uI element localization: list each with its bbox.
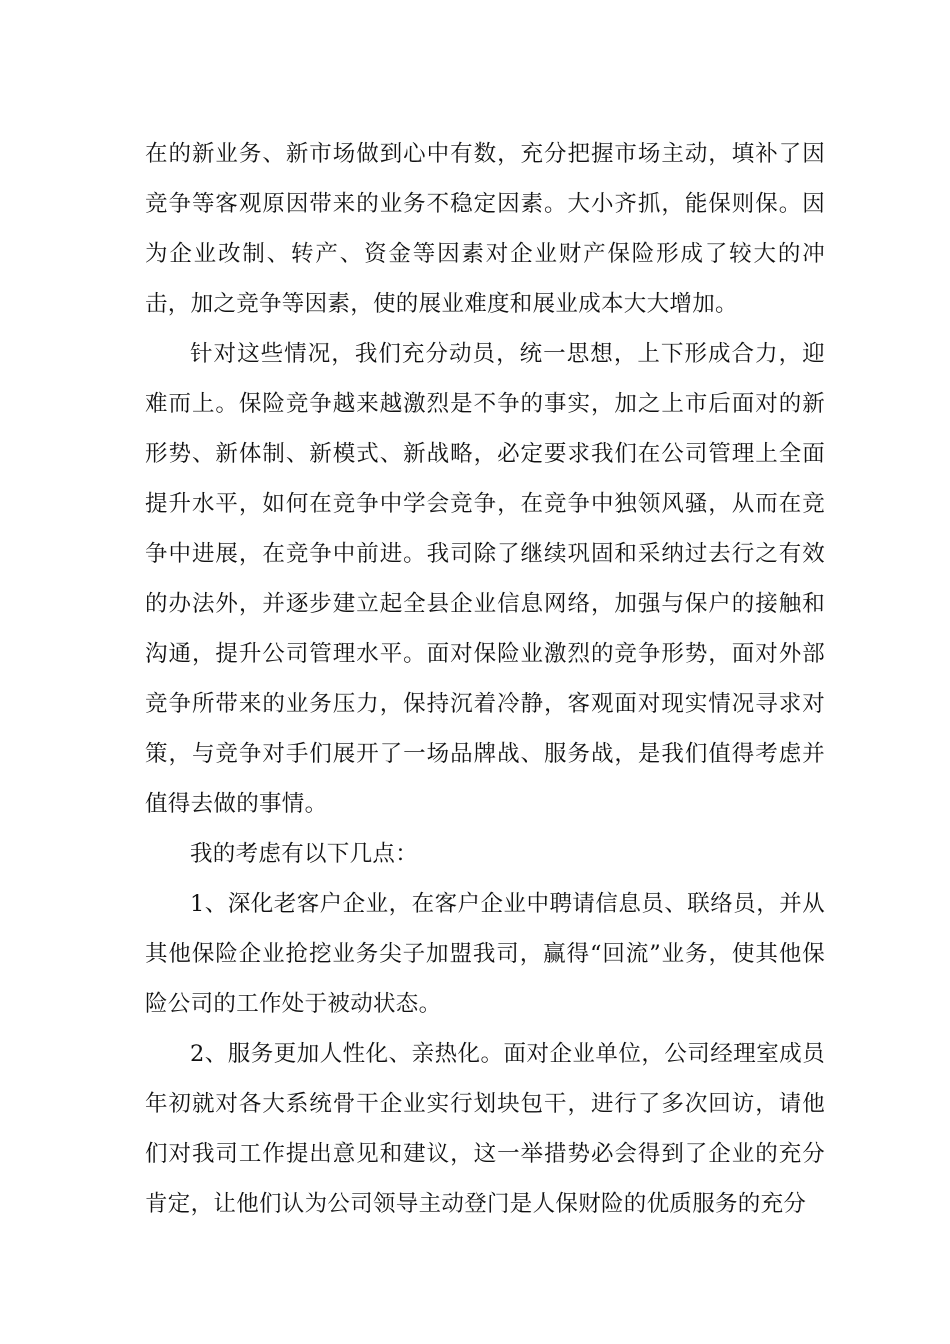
paragraph-1: 在的新业务、新市场做到心中有数，充分把握市场主动，填补了因竞争等客观原因带来的业务不稳定因素。大小齐抓，能保则保。因为企业改制、转产、资金等因素对企业财产保险形成了较大的冲击，加之竞争等因素，使的展业难度和展业成本大大增加。 <box>145 141 825 317</box>
paragraph-2: 针对这些情况，我们充分动员，统一思想，上下形成合力，迎难而上。保险竞争越来越激烈是不争的事实，加之上市后面对的新形势、新体制、新模式、新战略，必定要求我们在公司管理上全面提升水平，如何在竞争中学会竞争，在竞争中独领风骚，从而在竞争中进展，在竞争中前进。我司除了继续巩固和采纳过去行之有效的办法外，并逐步建立起全县企业信息网络，加强与保户的接触和沟通，提升公司管理水平。面对保险业激烈的竞争形势，面对外部竞争所带来的业务压力，保持沉着冷静，客观面对现实情况寻求对策，与竞争对手们展开了一场品牌战、服务战，是我们值得考虑并值得去做的事情。 <box>145 341 825 817</box>
paragraph-5: 2、服务更加人性化、亲热化。面对企业单位，公司经理室成员年初就对各大系统骨干企业实行划块包干，进行了多次回访，请他们对我司工作提出意见和建议，这一举措势必会得到了企业的充分肯定，让他们认为公司领导主动登门是人保财险的优质服务的充分 <box>145 1041 825 1217</box>
document-body <box>145 129 825 1229</box>
paragraph-4: 1、深化老客户企业，在客户企业中聘请信息员、联络员，并从其他保险企业抢挖业务尖子加盟我司，赢得“回流”业务，使其他保险公司的工作处于被动状态。 <box>145 891 825 1017</box>
paragraph-3: 我的考虑有以下几点： <box>190 841 419 867</box>
